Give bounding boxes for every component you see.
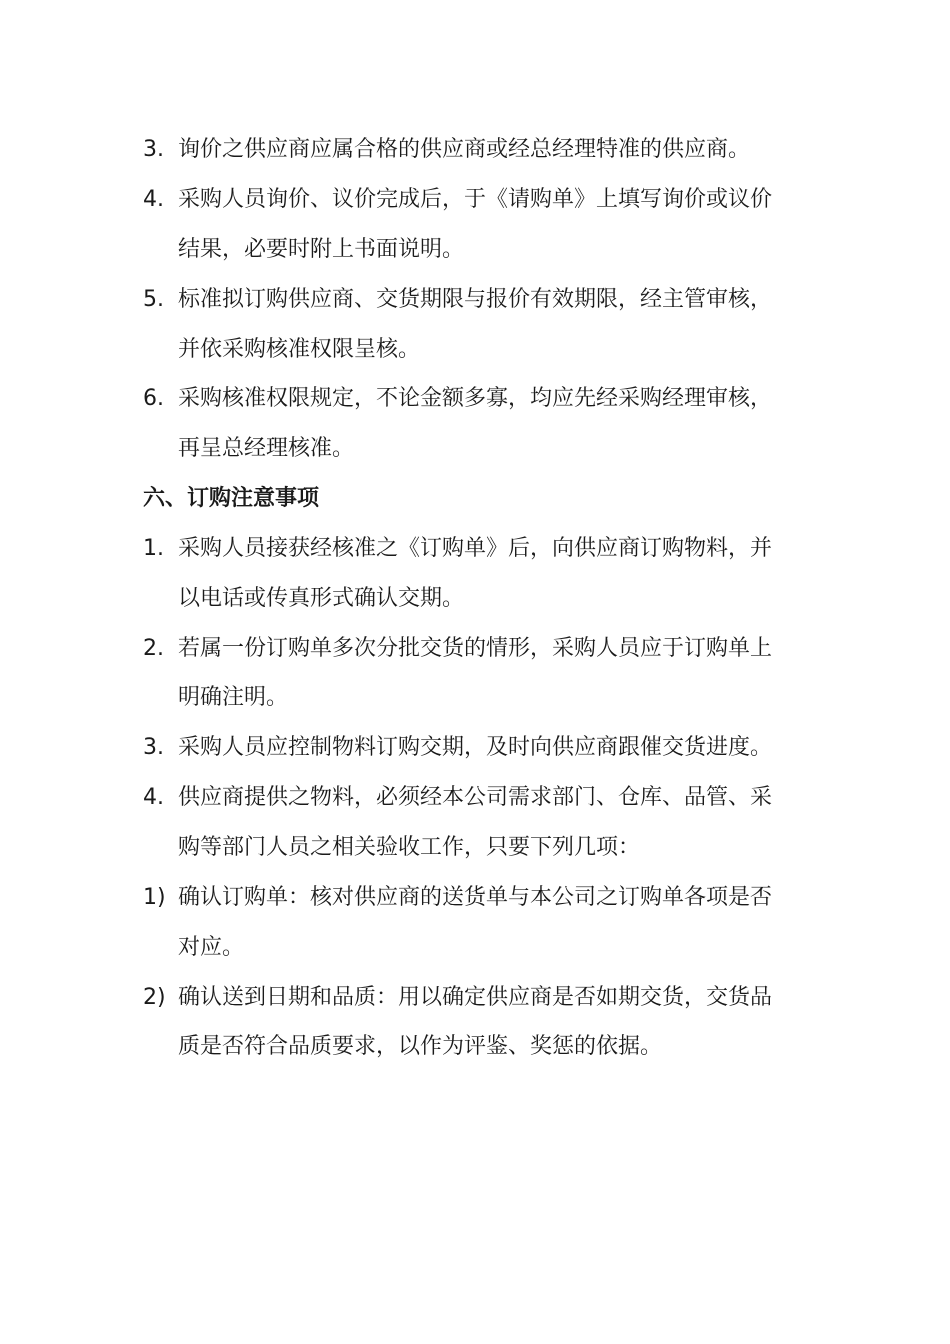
item-text-line: 标准拟订购供应商、交货期限与报价有效期限，经主管审核，: [178, 287, 773, 312]
item-text-line: 采购人员应控制物料订购交期，及时向供应商跟催交货进度。: [178, 735, 773, 760]
item-number: 1): [143, 885, 166, 910]
item-text-line: 供应商提供之物料，必须经本公司需求部门、仓库、品管、采: [178, 785, 773, 810]
item-text-line: 购等部门人员之相关验收工作，只要下列几项：: [178, 835, 641, 860]
item-number: 2.: [143, 636, 164, 661]
section-heading: 六、订购注意事项: [143, 486, 320, 511]
item-number: 4.: [143, 187, 164, 212]
item-text-line: 再呈总经理核准。: [178, 436, 355, 461]
item-number: 5.: [143, 287, 164, 312]
item-text-line: 对应。: [178, 935, 245, 960]
item-text-line: 确认订购单：核对供应商的送货单与本公司之订购单各项是否: [178, 885, 773, 910]
item-number: 1.: [143, 536, 164, 561]
item-text-line: 明确注明。: [178, 685, 289, 710]
item-text-line: 询价之供应商应属合格的供应商或经总经理特准的供应商。: [178, 137, 751, 162]
item-text-line: 以电话或传真形式确认交期。: [178, 586, 465, 611]
item-text-line: 质是否符合品质要求，以作为评鉴、奖惩的依据。: [178, 1034, 663, 1059]
item-text-line: 结果，必要时附上书面说明。: [178, 237, 465, 262]
item-number: 4.: [143, 785, 164, 810]
item-text-line: 确认送到日期和品质：用以确定供应商是否如期交货，交货品: [178, 985, 773, 1010]
item-number: 3.: [143, 137, 164, 162]
item-text-line: 并依采购核准权限呈核。: [178, 337, 421, 362]
item-text-line: 采购人员询价、议价完成后，于《请购单》上填写询价或议价: [178, 187, 773, 212]
item-number: 3.: [143, 735, 164, 760]
item-number: 6.: [143, 386, 164, 411]
item-text-line: 采购人员接获经核准之《订购单》后，向供应商订购物料，并: [178, 536, 773, 561]
item-text-line: 若属一份订购单多次分批交货的情形，采购人员应于订购单上: [178, 636, 773, 661]
item-number: 2): [143, 985, 166, 1010]
item-text-line: 采购核准权限规定，不论金额多寡，均应先经采购经理审核，: [178, 386, 773, 411]
